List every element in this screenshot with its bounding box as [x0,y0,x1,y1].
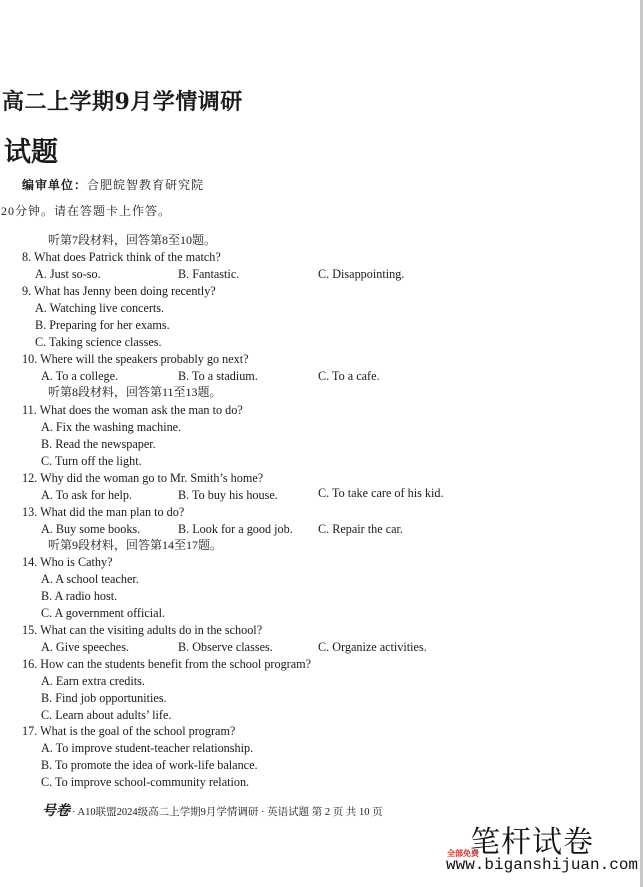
footer-text: · A10联盟2024级高二上学期9月学情调研 · 英语试题 第 2 页 共 10 页 [72,807,383,818]
option-12a: A. To ask for help. [41,488,132,502]
section-instruction: 听第9段材料，回答第14至17题。 [48,538,223,552]
option-10c: C. To a cafe. [318,369,380,383]
option-16a: A. Earn extra credits. [41,674,145,688]
section-instruction: 听第8段材料，回答第11至13题。 [48,385,222,399]
option-9a: A. Watching live concerts. [35,301,165,315]
option-10a: A. To a college. [41,369,119,383]
question-17: 17. What is the goal of the school program? [22,724,236,738]
option-17a: A. To improve student-teacher relationship. [41,741,254,755]
editor-value: 合肥皖智教育研究院 [87,178,205,192]
option-8a: A. Just so-so. [35,267,101,281]
question-8: 8. What does Patrick think of the match? [22,250,221,264]
question-14: 14. Who is Cathy? [22,555,113,569]
option-12c: C. To take care of his kid. [318,486,444,500]
option-15c: C. Organize activities. [318,640,427,654]
watermark-title: 笔杆试卷 [470,825,594,860]
option-11b: B. Read the newspaper. [41,437,156,451]
option-8c: C. Disappointing. [318,267,405,281]
option-10b: B. To a stadium. [178,369,258,383]
publisher-logo: 号卷 [42,804,70,819]
option-9b: B. Preparing for her exams. [35,318,170,332]
exam-subtitle: 试题 [4,137,58,168]
option-12b: B. To buy his house. [178,488,278,502]
watermark-free-label: 全部免费 [447,849,479,858]
page-footer [42,800,383,820]
option-14c: C. A government official. [41,606,165,620]
option-8b: B. Fantastic. [178,267,240,281]
question-10: 10. Where will the speakers probably go next? [22,352,249,366]
editor-line [22,176,204,193]
section-instruction: 听第7段材料，回答第8至10题。 [48,233,217,247]
option-15b: B. Observe classes. [178,640,273,654]
question-12: 12. Why did the woman go to Mr. Smith’s home? [22,471,264,485]
option-13a: A. Buy some books. [41,522,141,536]
exam-title: 高二上学期9月学情调研 [2,89,243,115]
option-16c: C. Learn about adults’ life. [41,708,172,722]
option-16b: B. Find job opportunities. [41,691,167,705]
option-9c: C. Taking science classes. [35,335,162,349]
option-11a: A. Fix the washing machine. [41,420,182,434]
option-13b: B. Look for a good job. [178,522,293,536]
option-13c: C. Repair the car. [318,522,403,536]
watermark-url: www.biganshijuan.com [446,856,639,874]
timing-note: 20分钟。请在答题卡上作答。 [1,204,172,218]
editor-label: 编审单位： [22,178,88,192]
question-15: 15. What can the visiting adults do in the school? [22,623,263,637]
option-14b: B. A radio host. [41,589,118,603]
question-13: 13. What did the man plan to do? [22,505,185,519]
question-11: 11. What does the woman ask the man to do? [22,403,243,417]
question-16: 16. How can the students benefit from the school program? [22,657,312,671]
option-17c: C. To improve school-community relation. [41,775,250,789]
option-11c: C. Turn off the light. [41,454,142,468]
option-15a: A. Give speeches. [41,640,129,654]
option-17b: B. To promote the idea of work-life balance. [41,758,258,772]
option-14a: A. A school teacher. [41,572,139,586]
question-9: 9. What has Jenny been doing recently? [22,284,216,298]
